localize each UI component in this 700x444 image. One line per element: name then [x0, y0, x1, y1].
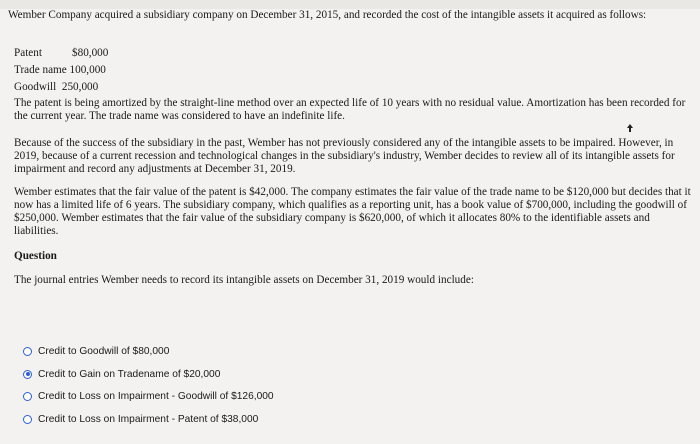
asset-row-goodwill — [14, 79, 108, 96]
asset-list — [14, 45, 108, 96]
asset-row-trade-name — [14, 62, 108, 79]
option-credit-goodwill[interactable] — [23, 340, 274, 363]
option-label: Credit to Loss on Impairment - Patent of $38,000 — [38, 413, 259, 425]
option-credit-loss-patent[interactable] — [23, 408, 274, 431]
radio-button[interactable] — [23, 415, 32, 424]
radio-button-selected[interactable] — [23, 370, 32, 379]
top-strip — [0, 0, 700, 9]
answer-options — [23, 340, 274, 431]
option-credit-gain-tradename[interactable] — [23, 363, 274, 386]
radio-button[interactable] — [23, 392, 32, 401]
mouse-cursor-icon — [626, 124, 634, 132]
asset-amount: $80,000 — [72, 47, 109, 59]
option-label: Credit to Goodwill of $80,000 — [38, 345, 170, 357]
option-label: Credit to Gain on Tradename of $20,000 — [38, 368, 221, 380]
asset-name: Goodwill — [14, 81, 57, 93]
option-credit-loss-goodwill[interactable] — [23, 385, 274, 408]
question-heading: Question — [14, 250, 57, 262]
amortization-paragraph: The patent is being amortized by the straight-line method over an expected life of 10 years with no residual value. Amortization has been recorded for the current year. The trade name was considered to have an indefinite life. — [14, 97, 686, 122]
radio-button[interactable] — [23, 347, 32, 356]
asset-amount: 250,000 — [61, 81, 99, 93]
asset-row-patent — [14, 45, 108, 62]
asset-name: Patent — [14, 47, 42, 59]
intro-text: Wember Company acquired a subsidiary company on December 31, 2015, and recorded the cost of the intangible assets it acquired as follows: — [8, 9, 647, 21]
impairment-paragraph: Because of the success of the subsidiary in the past, Wember has not previously considered any of the intangible assets to be impaired. However, in 2019, because of a current recession and technological changes in the subsidiary's industry, Wember decides to review all of its intangible assets for impairment and record any adjustments at December 31, 2019. — [14, 137, 675, 175]
question-text: The journal entries Wember needs to record its intangible assets on December 31, 2019 would include: — [14, 274, 474, 286]
asset-amount: 100,000 — [69, 64, 106, 76]
option-label: Credit to Loss on Impairment - Goodwill of $126,000 — [38, 391, 274, 403]
estimates-paragraph: Wember estimates that the fair value of the patent is $42,000. The company estimates the fair value of the trade name to be $120,000 but decides that it now has a limited life of 6 years. The subsidiary company, which qualifies as a reporting unit, has a book value of $700,000, including the goodwill of $250,000. Wember estimates that the fair value of the subsidiary company is $620,000, of which it allocates 80% to the identifiable assets and liabilities. — [14, 186, 691, 237]
asset-name: Trade name — [14, 64, 67, 76]
